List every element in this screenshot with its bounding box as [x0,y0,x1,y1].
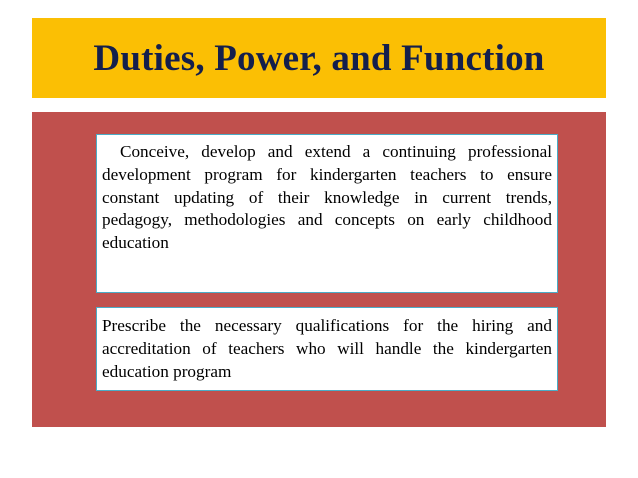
text-box-paragraph: Prescribe the necessary qualifications for the hiring and accreditation of teachers who will handle the kindergarten education program [102,316,552,381]
text-box-qualifications [96,307,558,391]
slide-title: Duties, Power, and Function [93,37,545,79]
text-box-professional-development [96,134,558,293]
text-box-paragraph: Conceive, develop and extend a continuing professional development program for kindergarten teachers to ensure constant updating of their knowledge in current trends, pedagogy, methodologies and concepts on early childhood education [102,142,552,253]
title-band [32,18,606,98]
